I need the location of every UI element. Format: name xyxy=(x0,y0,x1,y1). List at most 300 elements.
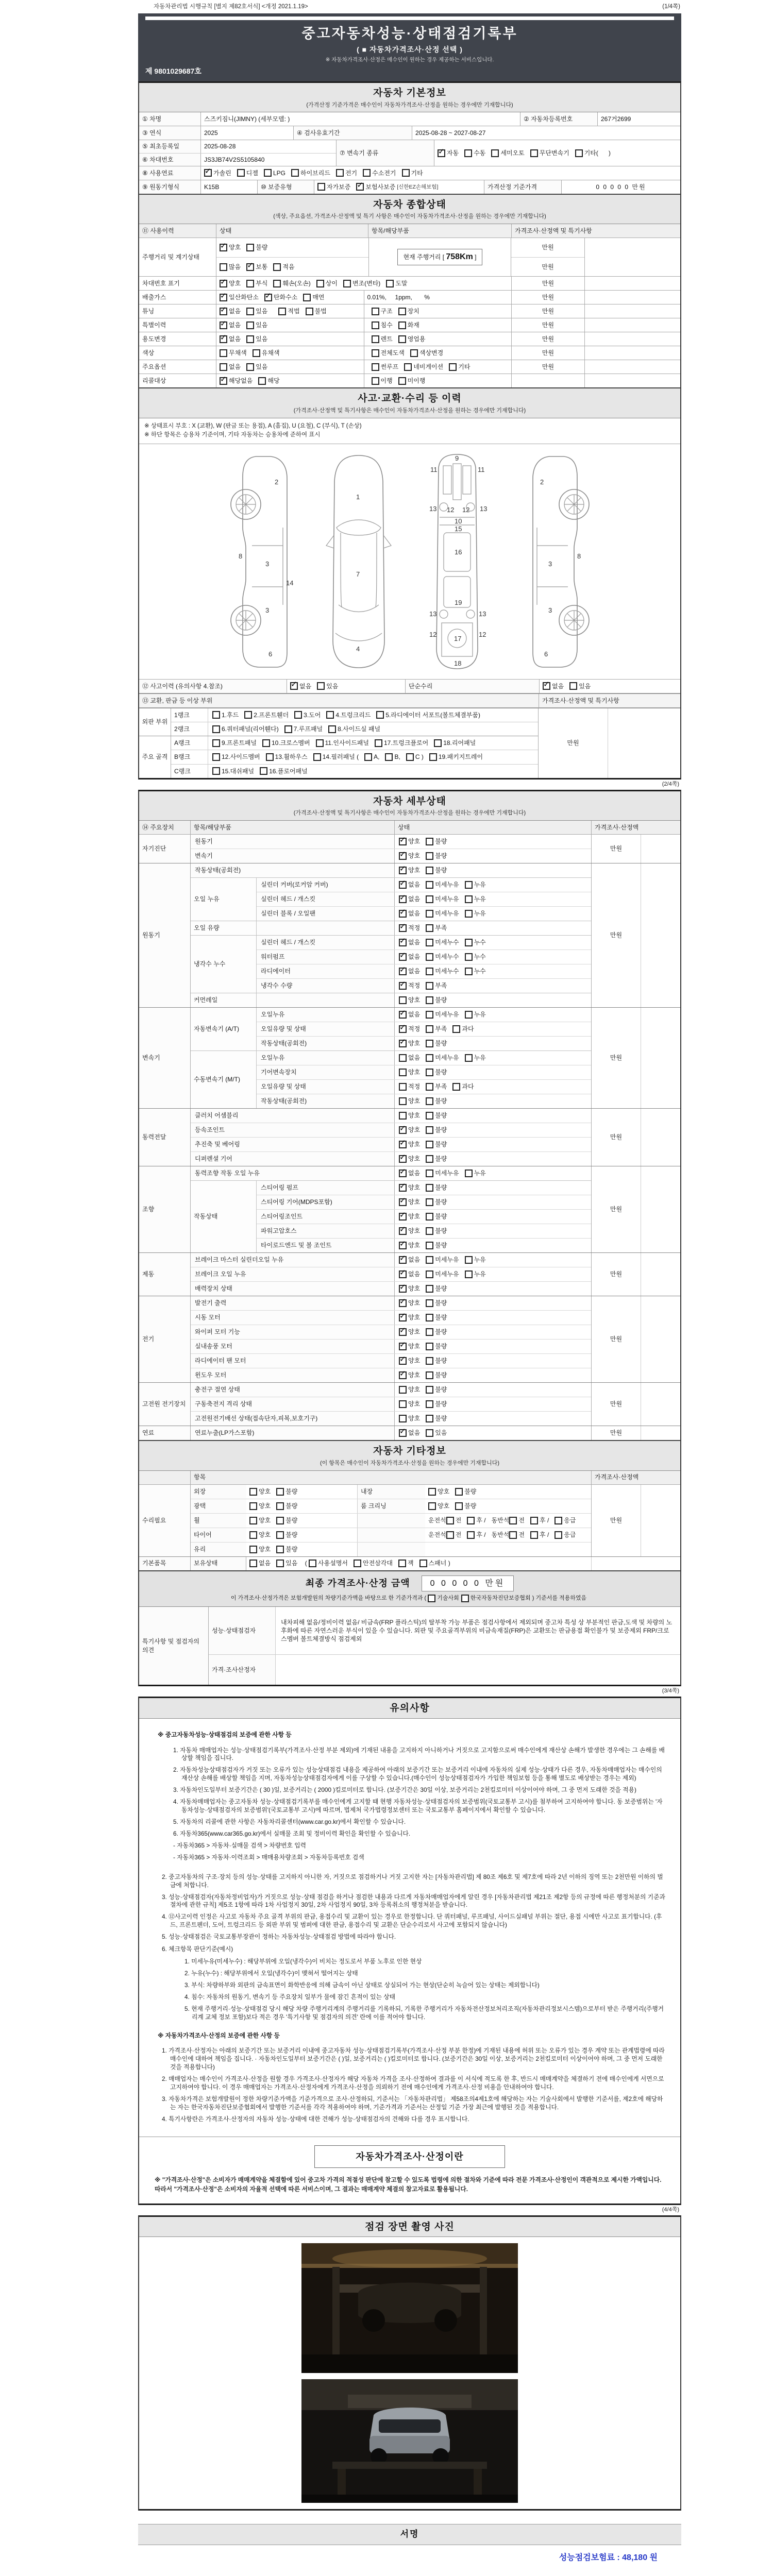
checkbox[interactable] xyxy=(399,1400,407,1408)
checkbox[interactable] xyxy=(446,1531,454,1539)
checkbox[interactable] xyxy=(399,1040,407,1047)
checkbox[interactable] xyxy=(465,910,473,918)
checkbox[interactable] xyxy=(303,294,311,301)
device-option xyxy=(465,938,486,946)
checkbox[interactable] xyxy=(543,682,550,690)
checkbox[interactable] xyxy=(398,308,406,315)
checkbox[interactable] xyxy=(284,725,292,733)
checkbox[interactable] xyxy=(212,753,220,761)
checkbox[interactable] xyxy=(306,308,313,315)
panel-number: 10 xyxy=(454,517,462,525)
checkbox[interactable] xyxy=(328,725,336,733)
checkbox[interactable] xyxy=(354,1560,361,1567)
checkbox[interactable] xyxy=(399,852,407,860)
notice-intro-2: ※ 자동차가격조사·산정의 보증에 관한 사항 등 xyxy=(158,2031,280,2039)
repair-item-label: 유리 xyxy=(191,1543,246,1556)
checkbox[interactable] xyxy=(249,1546,257,1553)
option-label: 있음 xyxy=(256,308,268,315)
option-label: 없음 xyxy=(229,308,241,315)
device-remark-cell xyxy=(641,1008,680,1108)
checkbox[interactable] xyxy=(249,1560,257,1567)
checkbox[interactable] xyxy=(399,1314,407,1321)
checkbox[interactable] xyxy=(246,363,254,371)
option-label: 부족 xyxy=(435,924,447,932)
checkbox[interactable] xyxy=(399,1299,407,1307)
checkbox[interactable] xyxy=(249,1531,257,1539)
rank-items xyxy=(208,722,538,736)
checkbox[interactable] xyxy=(399,1213,407,1221)
checkbox[interactable] xyxy=(428,1488,436,1496)
checkbox[interactable] xyxy=(426,895,433,903)
checkbox[interactable] xyxy=(343,280,351,287)
device-option xyxy=(465,895,486,903)
checkbox[interactable] xyxy=(372,363,379,371)
checkbox[interactable] xyxy=(449,363,457,371)
checkbox[interactable] xyxy=(276,1502,284,1510)
status-option xyxy=(220,307,241,315)
checkbox[interactable] xyxy=(372,321,379,329)
checkbox[interactable] xyxy=(356,183,364,191)
panel-option xyxy=(212,739,257,747)
checkbox[interactable] xyxy=(467,1517,475,1524)
device-item-options xyxy=(394,1094,591,1108)
device-item-options xyxy=(394,1267,591,1281)
checkbox[interactable] xyxy=(426,1011,433,1019)
checkbox[interactable] xyxy=(316,280,324,287)
checkbox[interactable] xyxy=(276,1488,284,1496)
checkbox[interactable] xyxy=(446,1517,454,1524)
checkbox[interactable] xyxy=(212,767,220,775)
device-item-label xyxy=(257,921,394,935)
notice-item-6-head: 6. 체크항목 판단기준(예시) xyxy=(162,1945,233,1953)
checkbox[interactable] xyxy=(220,263,227,271)
device-remark-cell xyxy=(641,1109,680,1166)
checkbox[interactable] xyxy=(509,1531,517,1539)
checkbox[interactable] xyxy=(426,1069,433,1076)
remark-cell xyxy=(584,277,680,290)
checkbox[interactable] xyxy=(465,1011,473,1019)
checkbox[interactable] xyxy=(220,363,227,371)
checkbox[interactable] xyxy=(426,1184,433,1192)
checkbox[interactable] xyxy=(399,1429,407,1437)
device-price-cell: 만원 xyxy=(591,1383,641,1426)
checkbox[interactable] xyxy=(276,1517,284,1524)
checkbox[interactable] xyxy=(434,739,442,747)
checkbox[interactable] xyxy=(386,280,394,287)
checkbox[interactable] xyxy=(276,1531,284,1539)
checkbox[interactable] xyxy=(220,335,227,343)
checkbox[interactable] xyxy=(399,1054,407,1062)
service-note: ※ 자동차가격조사·산정은 매수인이 원하는 경우 제공하는 서비스입니다. xyxy=(325,56,494,63)
option-label: 훼손(오손) xyxy=(282,280,311,287)
checkbox[interactable] xyxy=(273,263,281,271)
remark-cell xyxy=(584,291,680,304)
device-items xyxy=(257,1008,591,1050)
checkbox[interactable] xyxy=(426,1285,433,1293)
checkbox[interactable] xyxy=(204,169,212,177)
checkbox[interactable] xyxy=(220,321,227,329)
repair-option xyxy=(249,1531,271,1539)
checkbox[interactable] xyxy=(399,1069,407,1076)
checkbox[interactable] xyxy=(399,1227,407,1235)
device-block xyxy=(191,1426,591,1440)
device-row xyxy=(191,863,591,877)
checkbox[interactable] xyxy=(402,169,410,177)
checkbox[interactable] xyxy=(399,1328,407,1336)
checkbox[interactable] xyxy=(399,1386,407,1394)
checkbox[interactable] xyxy=(465,881,473,889)
checkbox[interactable] xyxy=(399,1112,407,1120)
device-row xyxy=(191,1152,591,1166)
checkbox[interactable] xyxy=(426,968,433,975)
checkbox[interactable] xyxy=(253,349,260,357)
checkbox[interactable] xyxy=(212,725,220,733)
page-2 xyxy=(138,790,681,1687)
checkbox[interactable] xyxy=(426,1097,433,1105)
checkbox[interactable] xyxy=(246,308,254,315)
checkbox[interactable] xyxy=(426,1242,433,1249)
checkbox[interactable] xyxy=(212,711,220,719)
checkbox[interactable] xyxy=(465,895,473,903)
checkbox[interactable] xyxy=(509,1517,517,1524)
checkbox[interactable] xyxy=(398,335,406,343)
checkbox[interactable] xyxy=(554,1517,562,1524)
overall-status-rows xyxy=(139,277,680,387)
checkbox[interactable] xyxy=(237,169,245,177)
panel-number: 6 xyxy=(544,650,548,658)
checkbox[interactable] xyxy=(426,1141,433,1148)
panel-option xyxy=(266,753,308,761)
device-item-label: 오일누유 xyxy=(257,1008,394,1022)
device-option xyxy=(426,1025,447,1033)
checkbox[interactable] xyxy=(467,1531,475,1539)
checkbox[interactable] xyxy=(399,881,407,889)
checkbox[interactable] xyxy=(278,308,286,315)
checkbox[interactable] xyxy=(375,739,382,747)
checkbox[interactable] xyxy=(452,1025,460,1033)
exchange-group xyxy=(139,736,538,778)
checkbox[interactable] xyxy=(410,349,418,357)
checkbox[interactable] xyxy=(399,939,407,946)
checkbox[interactable] xyxy=(372,349,379,357)
option-label: 양호 xyxy=(408,1371,421,1379)
checkbox[interactable] xyxy=(419,1560,427,1567)
device-option xyxy=(426,924,447,932)
device-block xyxy=(191,1051,591,1108)
checkbox[interactable] xyxy=(465,1270,473,1278)
checkbox[interactable] xyxy=(399,1343,407,1350)
checkbox[interactable] xyxy=(465,1256,473,1264)
checkbox[interactable] xyxy=(399,1184,407,1192)
checkbox[interactable] xyxy=(465,939,473,946)
checkbox[interactable] xyxy=(364,753,372,761)
col-header: ⑪ 사용이력 xyxy=(139,224,216,238)
checkbox[interactable] xyxy=(426,1054,433,1062)
checkbox[interactable] xyxy=(465,968,473,975)
part-option xyxy=(398,321,419,329)
checkbox[interactable] xyxy=(336,169,344,177)
option-label: 불량 xyxy=(435,1285,447,1293)
option-label: 불량 xyxy=(435,1198,447,1206)
checkbox[interactable] xyxy=(426,996,433,1004)
device-option xyxy=(426,1155,447,1163)
checkbox[interactable] xyxy=(426,1126,433,1134)
option-label: 양호 xyxy=(408,1126,421,1134)
checkbox[interactable] xyxy=(530,149,538,157)
checkbox[interactable] xyxy=(399,924,407,932)
option-label: 있음 xyxy=(256,363,268,371)
exchange-group-name: 외판 부위 xyxy=(139,708,171,736)
checkbox[interactable] xyxy=(260,767,267,775)
checkbox[interactable] xyxy=(426,924,433,932)
checkbox[interactable] xyxy=(317,682,325,690)
checkbox[interactable] xyxy=(363,169,371,177)
checkbox[interactable] xyxy=(530,1517,538,1524)
checkbox[interactable] xyxy=(530,1531,538,1539)
checkbox[interactable] xyxy=(399,1285,407,1293)
checkbox[interactable] xyxy=(426,910,433,918)
checkbox[interactable] xyxy=(399,1083,407,1091)
checkbox[interactable] xyxy=(398,1560,406,1567)
checkbox[interactable] xyxy=(491,149,499,157)
checkbox[interactable] xyxy=(246,263,254,271)
option-label: 무단변속기 xyxy=(539,149,569,157)
exchange-price-header: 가격조사·산정액 및 특기사항 xyxy=(542,697,619,704)
transmission-option xyxy=(464,149,485,157)
checkbox[interactable] xyxy=(426,1328,433,1336)
checkbox[interactable] xyxy=(220,280,227,287)
checkbox[interactable] xyxy=(246,335,254,343)
device-block xyxy=(191,835,591,863)
checkbox[interactable] xyxy=(426,1112,433,1120)
checkbox[interactable] xyxy=(399,982,407,990)
checkbox[interactable] xyxy=(291,169,299,177)
checkbox[interactable] xyxy=(465,1054,473,1062)
checkbox[interactable] xyxy=(399,1126,407,1134)
panel-number: 19 xyxy=(454,598,462,606)
repair-option xyxy=(276,1487,297,1496)
checkbox[interactable] xyxy=(426,1415,433,1422)
checkbox[interactable] xyxy=(465,1170,473,1177)
item-part-cell xyxy=(364,318,512,332)
inspection-photo-rear xyxy=(301,2379,518,2503)
checkbox[interactable] xyxy=(426,1429,433,1437)
checkbox[interactable] xyxy=(376,711,384,719)
checkbox[interactable] xyxy=(465,953,473,961)
checkbox[interactable] xyxy=(212,739,220,747)
checkbox[interactable] xyxy=(399,996,407,1004)
device-item-label: 실내송풍 모터 xyxy=(191,1340,394,1353)
checkbox[interactable] xyxy=(317,183,325,191)
repair-option xyxy=(569,682,591,690)
checkbox[interactable] xyxy=(399,1025,407,1033)
checkbox[interactable] xyxy=(398,321,406,329)
checkbox[interactable] xyxy=(399,1155,407,1163)
checkbox[interactable] xyxy=(262,739,270,747)
checkbox[interactable] xyxy=(426,1314,433,1321)
checkbox[interactable] xyxy=(426,1155,433,1163)
checkbox[interactable] xyxy=(372,377,379,385)
device-item-options xyxy=(394,979,591,993)
checkbox[interactable] xyxy=(249,1488,257,1496)
device-remark-cell xyxy=(641,1166,680,1252)
checkbox[interactable] xyxy=(399,895,407,903)
option-label: 양호 xyxy=(229,244,241,251)
checkbox[interactable] xyxy=(276,1546,284,1553)
checkbox[interactable] xyxy=(399,1170,407,1177)
option-label: 양호 xyxy=(408,1184,421,1192)
checkbox[interactable] xyxy=(220,308,227,315)
checkbox[interactable] xyxy=(399,910,407,918)
checkbox[interactable] xyxy=(294,711,302,719)
device-option xyxy=(426,1126,447,1134)
first-registration-value: 2025-08-28 xyxy=(204,143,236,150)
option-label: 부족 xyxy=(435,982,447,990)
device-block xyxy=(191,1296,591,1382)
checkbox[interactable] xyxy=(220,349,227,357)
item-part-cell xyxy=(364,332,512,346)
checkbox[interactable] xyxy=(249,1502,257,1510)
price-cell: 만원 xyxy=(511,332,584,346)
checkbox[interactable] xyxy=(569,682,577,690)
checkbox[interactable] xyxy=(404,363,412,371)
checkbox[interactable] xyxy=(426,1198,433,1206)
option-post: ) xyxy=(446,1560,450,1567)
checkbox[interactable] xyxy=(406,753,414,761)
option-label: 양호 xyxy=(259,1516,271,1524)
checkbox[interactable] xyxy=(428,1595,435,1602)
checkbox[interactable] xyxy=(264,169,272,177)
checkbox[interactable] xyxy=(455,1502,463,1510)
checkbox[interactable] xyxy=(398,377,406,385)
checkbox[interactable] xyxy=(426,939,433,946)
checkbox[interactable] xyxy=(266,753,274,761)
checkbox[interactable] xyxy=(246,321,254,329)
option-label: 디젤 xyxy=(246,169,258,177)
option-pre: 동반석 xyxy=(491,1516,510,1524)
checkbox[interactable] xyxy=(264,294,272,301)
checkbox[interactable] xyxy=(461,1595,469,1602)
field-label: ⑧ 사용연료 xyxy=(139,166,201,180)
panel-number: 12 xyxy=(478,630,486,638)
checkbox[interactable] xyxy=(399,1270,407,1278)
checkbox[interactable] xyxy=(426,1025,433,1033)
checkbox[interactable] xyxy=(399,1371,407,1379)
checkbox[interactable] xyxy=(455,1488,463,1496)
remark-cell xyxy=(584,346,680,360)
device-sub-label: 오일 누유 xyxy=(191,878,257,921)
checkbox[interactable] xyxy=(220,294,227,301)
checkbox[interactable] xyxy=(246,244,254,251)
checkbox[interactable] xyxy=(313,753,321,761)
checkbox[interactable] xyxy=(429,753,437,761)
status-option xyxy=(264,293,297,301)
checkbox[interactable] xyxy=(452,1083,460,1091)
checkbox[interactable] xyxy=(399,1097,407,1105)
checkbox[interactable] xyxy=(426,1386,433,1394)
panel-number: 3 xyxy=(265,606,269,614)
rank-row xyxy=(171,708,538,722)
checkbox[interactable] xyxy=(426,1371,433,1379)
checkbox[interactable] xyxy=(399,968,407,975)
checkbox[interactable] xyxy=(426,1256,433,1264)
device-sub-label: 냉각수 누수 xyxy=(191,936,257,993)
checkbox[interactable] xyxy=(428,1502,436,1510)
checkbox[interactable] xyxy=(273,280,281,287)
checkbox[interactable] xyxy=(385,753,393,761)
checkbox[interactable] xyxy=(399,1415,407,1422)
checkbox[interactable] xyxy=(426,953,433,961)
checkbox[interactable] xyxy=(426,881,433,889)
checkbox[interactable] xyxy=(464,149,472,157)
checkbox[interactable] xyxy=(426,838,433,845)
checkbox[interactable] xyxy=(426,1213,433,1221)
checkbox[interactable] xyxy=(399,838,407,845)
checkbox[interactable] xyxy=(276,1560,284,1567)
checkbox[interactable] xyxy=(326,711,334,719)
checkbox[interactable] xyxy=(399,1242,407,1249)
device-option xyxy=(465,880,486,889)
checkbox[interactable] xyxy=(554,1531,562,1539)
device-option xyxy=(399,1010,420,1019)
device-price-cell: 만원 xyxy=(591,863,641,1007)
device-item-label: 실린더 헤드 / 개스킷 xyxy=(257,892,394,906)
checkbox[interactable] xyxy=(258,377,266,385)
accident-history-row xyxy=(139,680,680,693)
option-label: 양호 xyxy=(408,1343,421,1350)
checkbox[interactable] xyxy=(426,867,433,874)
checkbox[interactable] xyxy=(426,1170,433,1177)
checkbox[interactable] xyxy=(426,982,433,990)
device-group xyxy=(139,1008,680,1109)
holding-option xyxy=(249,1559,271,1567)
checkbox[interactable] xyxy=(426,1343,433,1350)
checkbox[interactable] xyxy=(426,1357,433,1365)
checkbox[interactable] xyxy=(426,852,433,860)
checkbox[interactable] xyxy=(426,1400,433,1408)
checkbox[interactable] xyxy=(399,1256,407,1264)
checkbox[interactable] xyxy=(426,1270,433,1278)
checkbox[interactable] xyxy=(220,244,227,251)
checkbox[interactable] xyxy=(220,377,227,385)
checkbox[interactable] xyxy=(438,149,445,157)
checkbox[interactable] xyxy=(246,280,254,287)
checkbox[interactable] xyxy=(399,867,407,874)
device-sub-label: 작동상태 xyxy=(191,1181,257,1252)
checkbox[interactable] xyxy=(399,1011,407,1019)
checkbox[interactable] xyxy=(372,335,379,343)
checkbox[interactable] xyxy=(399,1198,407,1206)
checkbox[interactable] xyxy=(426,1299,433,1307)
checkbox[interactable] xyxy=(244,711,252,719)
checkbox[interactable] xyxy=(426,1040,433,1047)
status-option xyxy=(303,293,324,301)
device-item-options xyxy=(394,1253,591,1267)
checkbox[interactable] xyxy=(290,682,298,690)
checkbox[interactable] xyxy=(316,739,324,747)
device-group-name: 자기진단 xyxy=(139,835,191,863)
checkbox[interactable] xyxy=(372,308,379,315)
checkbox[interactable] xyxy=(399,1357,407,1365)
checkbox[interactable] xyxy=(309,1560,316,1567)
checkbox[interactable] xyxy=(426,1227,433,1235)
checkbox[interactable] xyxy=(426,1083,433,1091)
checkbox[interactable] xyxy=(399,1141,407,1148)
checkbox[interactable] xyxy=(399,953,407,961)
device-group xyxy=(139,1383,680,1426)
checkbox[interactable] xyxy=(575,149,583,157)
checkbox[interactable] xyxy=(249,1517,257,1524)
